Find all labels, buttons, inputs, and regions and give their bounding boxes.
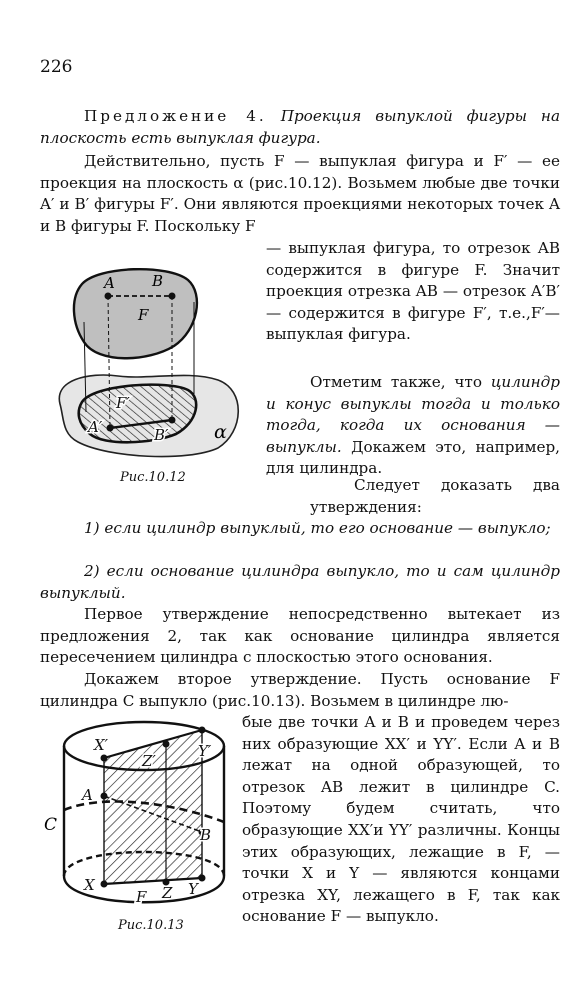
paragraph-1-wrap xyxy=(266,238,560,346)
paragraph-2-italic: цилиндр и конус выпуклы тогда и только тогда, когда их основания — выпуклы. xyxy=(266,373,560,456)
paragraph-2-start: Отметим также, что xyxy=(310,373,482,391)
paragraph-4: Первое утверждение непосредственно вытекает из предложения 2, так как основание цилиндра является пересечением цилиндра с плоскостью этого основания. xyxy=(40,605,560,667)
page-number: 226 xyxy=(40,57,73,77)
figure-10-13-caption: Рис.10.13 xyxy=(118,918,184,933)
list-item-1: 1) если цилиндр выпуклый, то его основание — выпукло; xyxy=(84,519,551,537)
paragraph-5: Докажем второе утверждение. Пусть основание F цилиндра C выпукло (рис.10.13). Возьмем в цилиндре лю- xyxy=(40,670,560,710)
fig1-label-f: F xyxy=(138,306,149,324)
fig2-label-z-prime: Z′ xyxy=(142,752,156,770)
fig1-label-a-prime: A′ xyxy=(88,418,103,436)
fig2-label-y-prime: Y′ xyxy=(198,742,212,760)
fig1-label-f-prime: F′ xyxy=(116,394,130,412)
paragraph-1 xyxy=(40,151,560,237)
list-item-2: 2) если основание цилиндра выпукло, то и сам цилиндр выпуклый. xyxy=(40,562,560,602)
fig2-label-y: Y xyxy=(188,880,198,898)
fig2-label-z: Z xyxy=(162,884,173,902)
paragraph-5-wrap: бые две точки A и B и проведем через них образующие XX′ и YY′. Если A и B лежат на одной образующей, то отрезок AB лежит в цилиндре C. Поэтому будем считать, что образующие XX′и YY′ различны. Концы этих образующих, лежащие в F, — точки X и Y — являются концами отрезка XY, лежащего в F, так как основание F — выпукло. xyxy=(242,713,560,926)
figure-10-12-caption: Рис.10.12 xyxy=(120,470,186,485)
fig2-label-c: C xyxy=(44,815,58,835)
paragraph-1-wrap-text: — выпуклая фигура, то отрезок AB содержится в фигуре F. Значит проекция отрезка AB — отрезок A′B′— содержится в фигуре F′, т.е.,F′— выпуклая фигура. xyxy=(266,239,560,344)
paragraph-1-text: Действительно, пусть F — выпуклая фигура и F′ — ее проекция на плоскость α (рис.10.12). Возьмем любые две точки A′ и B′ фигуры F′. Они являются проекциями некоторых точек A и B фигуры F. Поскольку F xyxy=(40,152,560,235)
fig2-label-x-prime: X′ xyxy=(94,736,109,754)
paragraph-2 xyxy=(266,372,560,480)
fig1-label-alpha: α xyxy=(214,421,227,443)
paragraph-3 xyxy=(40,475,560,518)
figure-10-12 xyxy=(48,262,258,462)
fig2-label-f: F xyxy=(136,888,147,906)
fig2-label-a: A xyxy=(82,786,93,804)
proposition xyxy=(40,106,560,149)
fig1-label-b-prime: B′ xyxy=(154,426,169,444)
figure-10-13 xyxy=(42,706,242,916)
figure-f xyxy=(74,269,197,358)
proposition-label: Предложение 4. xyxy=(84,107,267,125)
fig2-label-x: X xyxy=(84,876,95,894)
paragraph-2-end: Докажем это, например, для цилиндра. xyxy=(266,437,561,478)
fig1-label-b: B xyxy=(152,272,164,290)
paragraph-3-text: Следует доказать два утверждения: xyxy=(310,476,560,516)
fig2-label-b: B xyxy=(200,826,212,844)
fig1-label-a: A xyxy=(104,274,115,292)
proposition-statement: Проекция выпуклой фигуры на плоскость есть выпуклая фигура. xyxy=(40,107,560,147)
